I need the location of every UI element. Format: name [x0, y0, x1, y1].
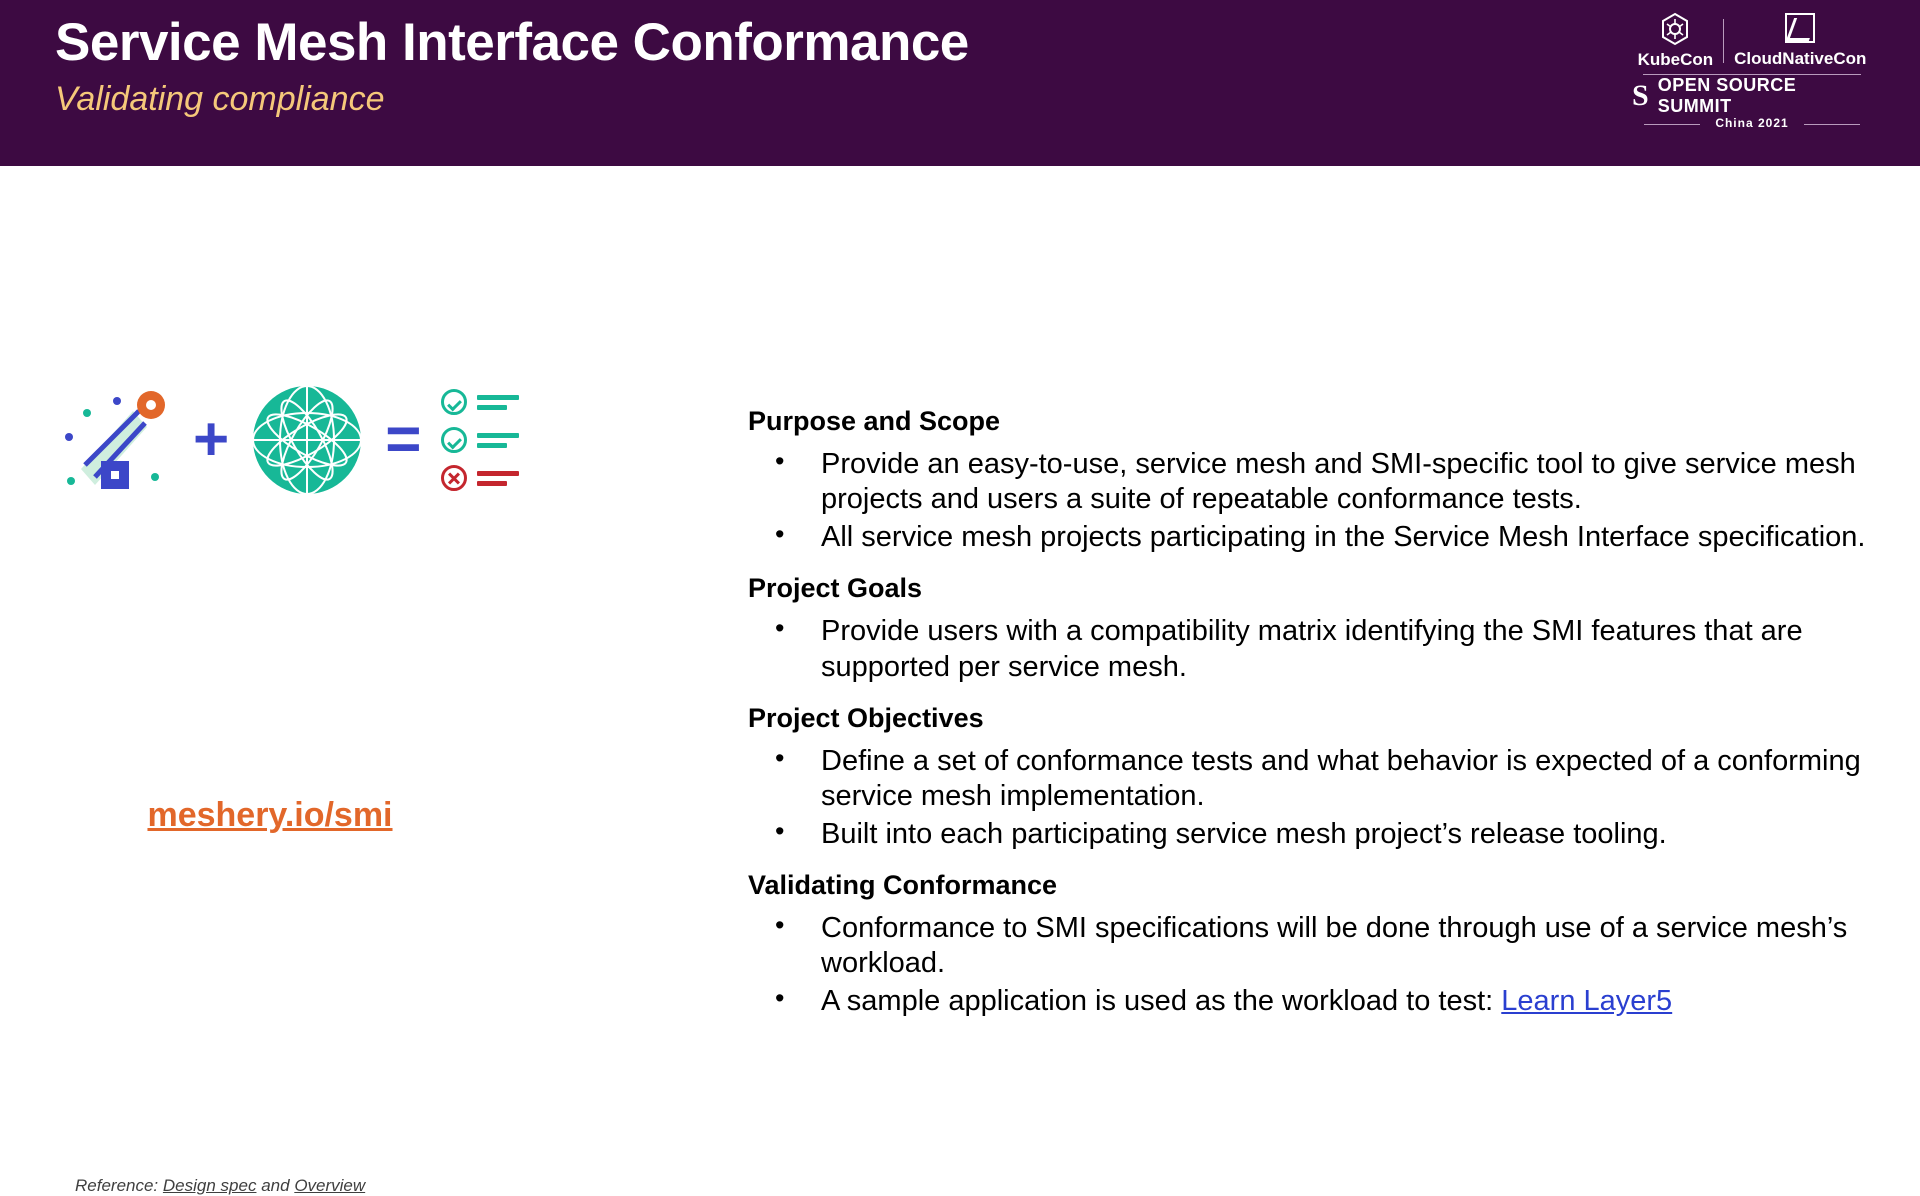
- list-item: • All service mesh projects participating in the Service Mesh Interface specification.: [748, 520, 1888, 555]
- reference-note: [75, 1176, 365, 1196]
- cloudnativecon-mark-icon: [1785, 13, 1815, 43]
- left-column: [0, 166, 700, 1195]
- section-project-goals: [748, 573, 1888, 685]
- plus-operator: +: [193, 405, 230, 474]
- smi-sphere-icon: [249, 382, 365, 498]
- result-lines: [477, 433, 519, 448]
- section-heading: Project Goals: [748, 573, 923, 604]
- reference-prefix: Reference:: [75, 1176, 159, 1195]
- meshery-logo-icon: [55, 381, 173, 499]
- logo-row-kubecon-cloudnativecon: [1632, 10, 1872, 72]
- check-circle-icon: [441, 427, 467, 453]
- result-lines: [477, 471, 519, 486]
- slide-body: [0, 166, 1920, 1195]
- result-row-pass-2: [441, 427, 519, 453]
- logo-divider: [1723, 19, 1724, 63]
- list-item-with-link: [748, 984, 1888, 1019]
- page-title: Service Mesh Interface Conformance: [55, 13, 969, 72]
- logo-rule-right: [1804, 124, 1860, 125]
- slide-header: [0, 0, 1920, 166]
- cross-circle-icon: [441, 465, 467, 491]
- list-item: • Define a set of conformance tests and what behavior is expected of a conforming service mesh implementation.: [748, 744, 1888, 815]
- result-lines: [477, 395, 519, 410]
- section-heading: Validating Conformance: [748, 870, 1058, 900]
- reference-link-design-spec[interactable]: Design spec: [162, 1176, 257, 1195]
- section-project-objectives: [748, 703, 1888, 852]
- event-logo-block: [1632, 10, 1872, 145]
- learn-layer5-link[interactable]: Learn Layer5: [1501, 984, 1673, 1017]
- header-title-block: [55, 14, 969, 119]
- conformance-results-icon: [441, 389, 519, 491]
- section-heading: Purpose and Scope: [748, 406, 1001, 436]
- list-item: • Conformance to SMI specifications will be done through use of a service mesh’s workload.: [748, 911, 1888, 982]
- list-item-text: A sample application is used as the workload to test:: [821, 984, 1502, 1017]
- meshery-smi-link[interactable]: meshery.io/smi: [147, 796, 393, 834]
- bullet-list: [748, 614, 1888, 685]
- check-circle-icon: [441, 389, 467, 415]
- equals-operator: =: [385, 405, 422, 474]
- reference-conjunction: and: [261, 1176, 290, 1195]
- conformance-equation: [55, 381, 519, 499]
- bullet-list: [748, 911, 1888, 1019]
- logo-label-kubecon: KubeCon: [1637, 50, 1714, 69]
- section-heading: Project Objectives: [748, 702, 984, 733]
- logo-row-open-source-summit: [1632, 75, 1872, 116]
- logo-event-location: [1632, 116, 1872, 130]
- right-column: [748, 166, 1888, 1037]
- list-item: • Provide users with a compatibility matrix identifying the SMI features that are supported per service mesh.: [748, 614, 1888, 685]
- list-item: • Built into each participating service mesh project’s release tooling.: [748, 817, 1888, 852]
- bullet-list: [748, 744, 1888, 852]
- logo-label-open-source-summit: OPEN SOURCE SUMMIT: [1657, 75, 1797, 116]
- logo-rule-left: [1644, 124, 1700, 125]
- result-row-pass-1: [441, 389, 519, 415]
- list-item: • Provide an easy-to-use, service mesh and SMI-specific tool to give service mesh projects and users a suite of repeatable conformance tests.: [748, 447, 1888, 518]
- reference-link-overview[interactable]: Overview: [294, 1176, 366, 1195]
- section-validating-conformance: [748, 870, 1888, 1019]
- page-subtitle: Validating compliance: [55, 80, 385, 119]
- logo-label-location-year: China 2021: [1715, 116, 1789, 130]
- logo-label-cloudnativecon: CloudNativeCon: [1734, 49, 1867, 68]
- result-row-fail: [441, 465, 519, 491]
- bullet-list: [748, 447, 1888, 555]
- kubernetes-wheel-icon: [1658, 12, 1692, 46]
- open-source-summit-s-icon: S: [1632, 79, 1649, 112]
- section-purpose-and-scope: [748, 406, 1888, 555]
